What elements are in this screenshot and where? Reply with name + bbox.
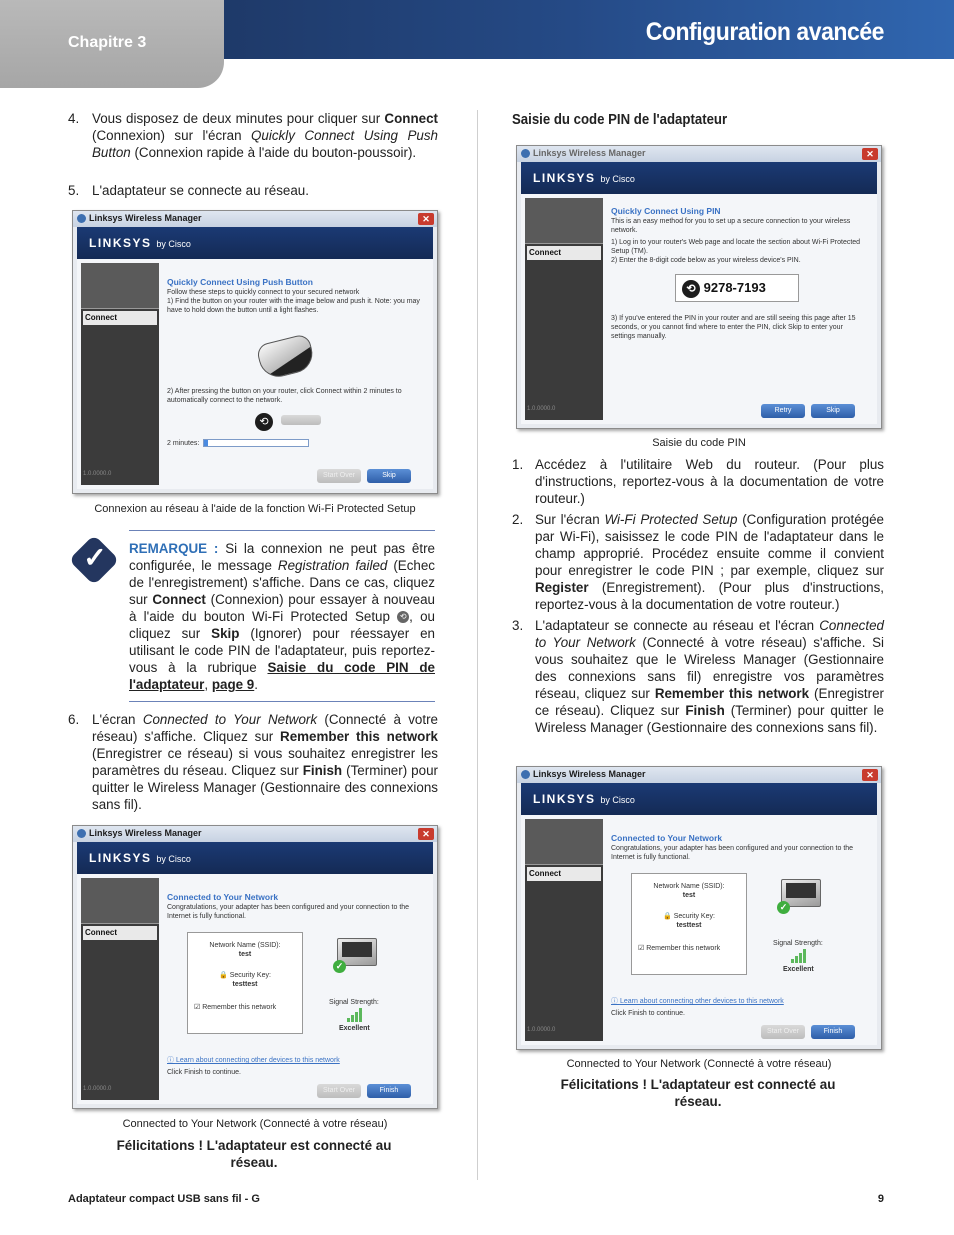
sidebar xyxy=(81,878,159,1100)
instruction-line: This is an easy method for you to set up a secure connection to your wireless network. xyxy=(611,218,851,234)
connected-screenshot-left xyxy=(72,825,438,1109)
window-title: Linksys Wireless Manager xyxy=(533,148,646,158)
remember-checkbox: ☑ Remember this network xyxy=(638,945,721,952)
instruction-line: 1) Find the button on your router with the image below and push it. Note: you may have to hold down the button until a light flashes. xyxy=(167,298,420,314)
finish-hint: Click Finish to continue. xyxy=(167,1069,241,1076)
security-key-value: testtest xyxy=(676,922,702,929)
page-number: 9 xyxy=(877,1193,884,1205)
step-4-text: Vous disposez de deux minutes pour cliquer sur Connect (Connexion) sur l'écran Quickly Connect Using Push Button (Connexion rapide à l'aide du bouton-poussoir). xyxy=(92,111,438,160)
instruction-line: 2) Enter the 8-digit code below as your wireless device's PIN. xyxy=(611,257,801,264)
note-top-rule xyxy=(129,530,435,531)
laptop-screen xyxy=(342,942,372,957)
footer-product: Adaptateur compact USB sans fil - G xyxy=(68,1193,260,1205)
remember-checkbox: ☑ Remember this network xyxy=(194,1004,277,1011)
version-label: 1.0.0000.0 xyxy=(83,471,112,477)
network-info-box xyxy=(187,932,303,1034)
window-titlebar xyxy=(73,211,437,227)
app-icon xyxy=(521,149,530,158)
instruction-line: 1) Log in to your router's Web page and locate the section about Wi-Fi Protected Setup (TM). xyxy=(611,239,861,255)
finish-hint: Click Finish to continue. xyxy=(611,1010,685,1017)
version-label: 1.0.0000.0 xyxy=(527,1027,556,1033)
wps-icon: ⟲ xyxy=(397,611,409,623)
signal-bars-icon xyxy=(347,1008,367,1022)
success-check-icon: ✓ xyxy=(333,960,346,973)
window-titlebar xyxy=(73,826,437,842)
sidebar-item-connect: Connect xyxy=(83,926,157,940)
step-2-text: Sur l'écran Wi-Fi Protected Setup (Configuration protégée par Wi-Fi), saisissez le code PIN de l'adaptateur dans le champ approprié. Procédez ensuite comme il convient pour enregistrer le code PIN ; par exemple, cliquez sur Register (Enregistrement). (Pour plus d'instructions, reportez-vous à la documentation de votre routeur.) xyxy=(535,512,884,612)
finish-button: Finish xyxy=(811,1025,855,1039)
step-5-text: L'adaptateur se connecte au réseau. xyxy=(92,183,309,198)
finish-button: Finish xyxy=(367,1084,411,1098)
figure-caption: Connected to Your Network (Connecté à votre réseau) xyxy=(122,1118,388,1130)
screen-heading: Connected to Your Network xyxy=(167,892,279,902)
linksys-logo: LINKSYS by Cisco xyxy=(533,792,635,806)
screen-heading: Quickly Connect Using PIN xyxy=(611,206,721,216)
success-check-icon: ✓ xyxy=(777,901,790,914)
skip-button: Skip xyxy=(811,404,855,418)
lock-icon: 🔒 xyxy=(663,913,672,920)
instruction-line: Follow these steps to quickly connect to your secured network xyxy=(167,289,360,296)
figure-caption: Connected to Your Network (Connecté à votre réseau) xyxy=(566,1058,832,1070)
ssid-label: Network Name (SSID): xyxy=(209,942,281,949)
step-3-text: L'adaptateur se connecte au réseau et l'écran Connected to Your Network (Connecté à votre réseau) s'affiche. Si vous souhaitez que le Wireless Manager (Gestionnaire des connexions sans fil) enregistre vos paramètres réseau, cliquez sur Remember this network (Enregistrer ce réseau). Cliquez sur Finish (Terminer) pour quitter le Wireless Manager (Gestionnaire des connexions sans fil). xyxy=(535,618,885,735)
pin-code: 9278-7193 xyxy=(703,280,766,295)
figure-caption: Saisie du code PIN xyxy=(652,437,746,449)
brand-banner xyxy=(77,227,433,259)
connected-screenshot-right xyxy=(516,766,882,1050)
step-number: 2. xyxy=(512,512,524,527)
chapter-label: Chapitre 3 xyxy=(68,34,147,51)
step-number: 6. xyxy=(68,712,80,727)
sidebar xyxy=(525,198,603,420)
skip-button: Skip xyxy=(367,469,411,483)
ssid-label: Network Name (SSID): xyxy=(653,883,725,890)
check-icon: ✓ xyxy=(83,542,107,573)
app-icon xyxy=(77,829,86,838)
link-pin-section[interactable]: Saisie du code PIN de l'adaptateur xyxy=(129,660,435,692)
signal-bars-icon xyxy=(791,949,811,963)
start-over-button: Start Over xyxy=(761,1025,805,1039)
linksys-logo: LINKSYS by Cisco xyxy=(89,236,191,250)
version-label: 1.0.0000.0 xyxy=(527,406,556,412)
link-page-9[interactable]: page 9 xyxy=(211,677,255,692)
instruction-line: 2) After pressing the button on your router, click Connect within 2 minutes to automatically connect to the network. xyxy=(167,388,402,404)
main-panel xyxy=(167,880,425,1098)
start-over-button: Start Over xyxy=(317,1084,361,1098)
security-row: 🔒 Security Key: xyxy=(663,913,715,920)
main-panel xyxy=(611,821,869,1039)
close-icon: ✕ xyxy=(862,769,878,781)
step-number: 5. xyxy=(68,183,80,198)
page-title: Configuration avancée xyxy=(645,18,884,46)
wps-icon: ⟲ xyxy=(255,413,273,431)
figure-caption: Connexion au réseau à l'aide de la fonction Wi-Fi Protected Setup xyxy=(94,503,416,515)
wps-icon: ⟲ xyxy=(682,280,700,298)
sidebar xyxy=(81,263,159,485)
section-title: Saisie du code PIN de l'adaptateur xyxy=(512,111,728,128)
signal-value: Excellent xyxy=(339,1025,370,1032)
sidebar-header xyxy=(525,198,603,244)
network-info-box xyxy=(631,873,747,975)
window-body xyxy=(521,194,877,424)
step-1-text: Accédez à l'utilitaire Web du routeur. (Pour plus d'instructions, reportez-vous à la documentation de votre routeur.) xyxy=(535,457,884,506)
note-text: REMARQUE : Si la connexion ne peut pas être configurée, le message Registration failed (Echec de l'enregistrement) s'affiche. Dans ce cas, cliquez sur Connect (Connexion) pour essayer à nouveau à l'aide du bouton Wi-Fi Protected Setup ⟲ , ou cliquez sur Skip (Ignorer) pour réessayer en utilisant le code PIN de l'adaptateur, puis reportez-vous à la rubrique Saisie du code PIN de l'adaptateur, page 9. xyxy=(129,541,436,692)
laptop-screen xyxy=(786,883,816,898)
sidebar-item-connect: Connect xyxy=(527,246,601,260)
note-bottom-rule xyxy=(129,701,435,702)
brand-banner xyxy=(521,162,877,194)
pin-display xyxy=(675,274,799,302)
signal-label: Signal Strength: xyxy=(773,940,823,947)
instruction-line: 3) If you've entered the PIN in your router and are still seeing this page after 15 seconds, or you cannot find where to enter the PIN, click Skip to enter your settings manually. xyxy=(611,315,856,340)
congrats-caption: Félicitations ! L'adaptateur est connecté au réseau. xyxy=(116,1138,392,1170)
sidebar-header xyxy=(525,819,603,865)
app-icon xyxy=(521,770,530,779)
window-titlebar xyxy=(517,767,881,783)
router-image xyxy=(255,333,316,381)
instruction-line: Congratulations, your adapter has been configured and your connection to the Internet is fully functional. xyxy=(167,904,410,920)
close-icon: ✕ xyxy=(418,828,434,840)
sidebar xyxy=(525,819,603,1041)
linksys-logo: LINKSYS by Cisco xyxy=(533,171,635,185)
close-icon: ✕ xyxy=(862,148,878,160)
ssid-value: test xyxy=(238,951,252,958)
window-body xyxy=(77,874,433,1104)
learn-link: ⓘ Learn about connecting other devices to this network xyxy=(611,998,784,1005)
window-body xyxy=(521,815,877,1045)
screen-heading: Connected to Your Network xyxy=(611,833,723,843)
window-title: Linksys Wireless Manager xyxy=(89,213,202,223)
window-title: Linksys Wireless Manager xyxy=(89,828,202,838)
security-key-value: testtest xyxy=(232,981,258,988)
sidebar-header xyxy=(81,878,159,924)
start-over-button: Start Over xyxy=(317,469,361,483)
column-divider xyxy=(477,110,478,1180)
security-row: 🔒 Security Key: xyxy=(219,972,271,979)
brand-banner xyxy=(521,783,877,815)
brand-banner xyxy=(77,842,433,874)
screen-heading: Quickly Connect Using Push Button xyxy=(167,277,313,287)
pin-screenshot xyxy=(516,145,882,429)
retry-button: Retry xyxy=(761,404,805,418)
timer-label: 2 minutes: xyxy=(167,440,200,447)
window-titlebar xyxy=(517,146,881,162)
step-6-text: L'écran Connected to Your Network (Connecté à votre réseau) s'affiche. Cliquez sur Remember this network (Enregistrer ce réseau) si vous souhaitez enregistrer les paramètres du réseau. Cliquez sur Finish (Terminer) pour quitter le Wireless Manager (Gestionnaire des connexions sans fil). xyxy=(92,712,438,812)
main-panel xyxy=(611,200,869,418)
main-panel xyxy=(167,265,425,483)
signal-value: Excellent xyxy=(783,966,814,973)
window-title: Linksys Wireless Manager xyxy=(533,769,646,779)
instruction-line: Congratulations, your adapter has been configured and your connection to the Internet is fully functional. xyxy=(611,845,854,861)
signal-label: Signal Strength: xyxy=(329,999,379,1006)
window-body xyxy=(77,259,433,489)
congrats-caption: Félicitations ! L'adaptateur est connecté au réseau. xyxy=(560,1077,836,1109)
step-number: 4. xyxy=(68,111,80,126)
lock-icon: 🔒 xyxy=(219,972,228,979)
sidebar-item-connect: Connect xyxy=(83,311,157,325)
progress-bar xyxy=(203,439,309,447)
progress-fill xyxy=(204,440,208,446)
sidebar-header xyxy=(81,263,159,309)
app-icon xyxy=(77,214,86,223)
ssid-value: test xyxy=(682,892,696,899)
step-number: 1. xyxy=(512,457,524,472)
connect-button xyxy=(281,415,321,425)
close-icon: ✕ xyxy=(418,213,434,225)
learn-link: ⓘ Learn about connecting other devices to this network xyxy=(167,1057,340,1064)
push-button-screenshot xyxy=(72,210,438,494)
sidebar-item-connect: Connect xyxy=(527,867,601,881)
step-number: 3. xyxy=(512,618,524,633)
version-label: 1.0.0000.0 xyxy=(83,1086,112,1092)
linksys-logo: LINKSYS by Cisco xyxy=(89,851,191,865)
